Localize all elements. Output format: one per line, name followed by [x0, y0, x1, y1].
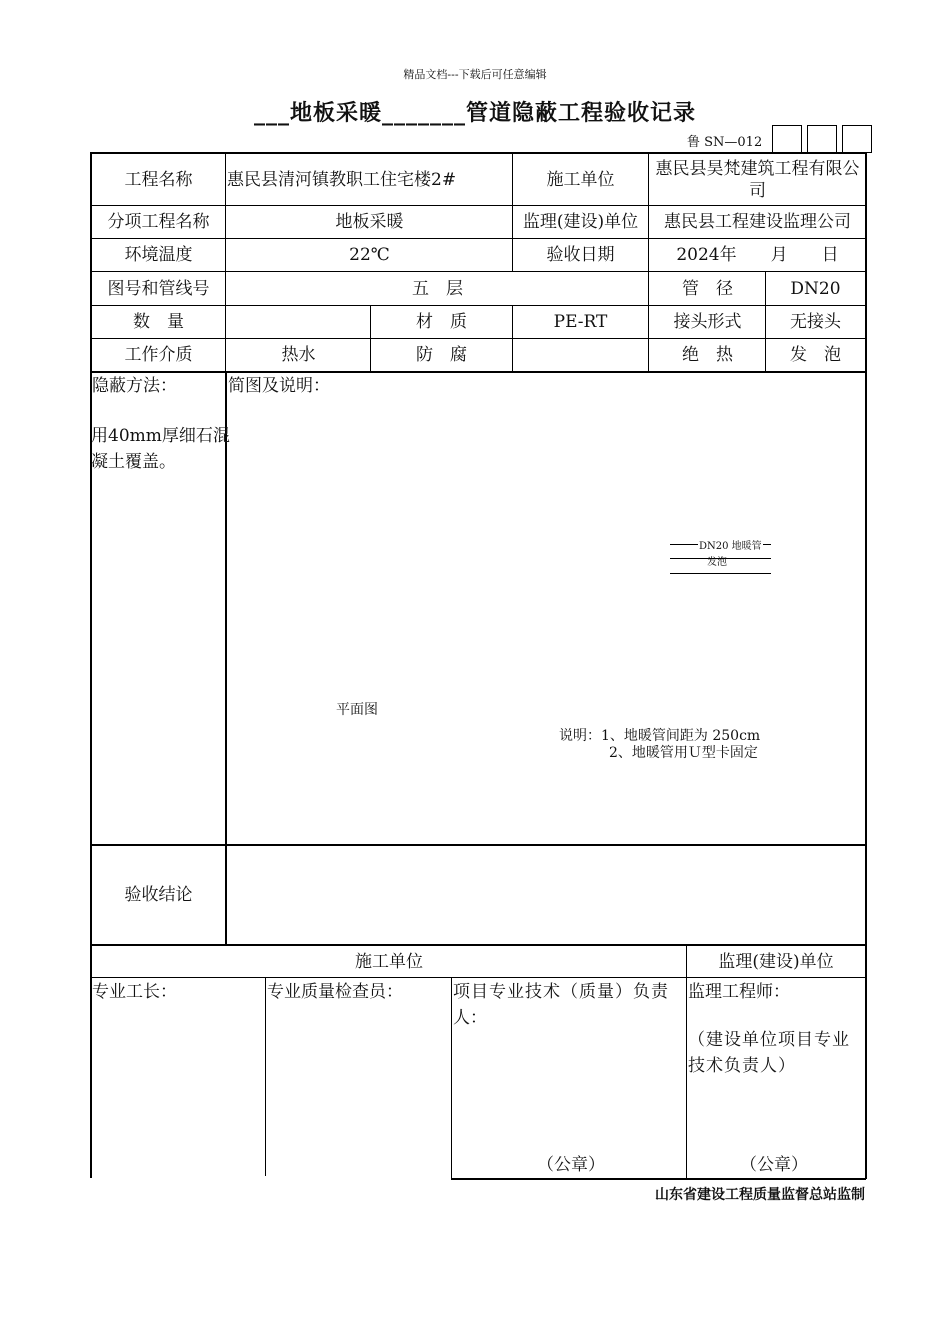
method-text-line1: 用40mm厚细石混 [91, 426, 230, 446]
code-box-1[interactable] [772, 125, 802, 153]
quantity-label: 数 量 [133, 312, 184, 332]
anticorrosion-value[interactable] [513, 339, 648, 371]
construction-unit-value[interactable]: 惠民县昊梵建筑工程有限公司 [655, 158, 860, 201]
accept-date-value[interactable]: 2024年 月 日 [676, 245, 839, 265]
pipe-legend-label: DN20 地暖管 [698, 537, 763, 552]
supervision-unit-label: 监理(建设)单位 [522, 212, 639, 232]
medium-label: 工作介质 [124, 345, 193, 365]
document-title: ___地板采暖_______管道隐蔽工程验收记录 [253, 101, 696, 126]
sketch-label: 简图及说明： [228, 376, 330, 396]
form-code: 鲁 SN—012 [687, 135, 763, 150]
sig-supervision-unit: 监理(建设)单位 [718, 951, 834, 972]
footer-issuer: 山东省建设工程质量监督总站监制 [655, 1187, 865, 1203]
seal-supervision: （公章） [740, 1155, 808, 1175]
env-temp-value[interactable]: 22℃ [349, 245, 390, 265]
note-line1: 说明：1、地暖管间距为 250cm [559, 728, 761, 744]
foreman-label: 专业工长： [92, 982, 177, 1002]
tech-lead-label-line1: 项目专业技术（质量）负责 [453, 982, 669, 1002]
conclusion-label: 验收结论 [124, 885, 193, 905]
sub-project-value[interactable]: 地板采暖 [335, 212, 404, 232]
accept-date-label: 验收日期 [546, 245, 615, 265]
drawing-value[interactable]: 五 层 [412, 278, 463, 299]
tech-lead-label-line2: 人： [453, 1008, 487, 1028]
joint-value[interactable]: 无接头 [790, 312, 841, 332]
drawing-label: 图号和管线号 [107, 278, 210, 299]
top-note: 精品文档---下载后可任意编辑 [403, 68, 547, 81]
method-label: 隐蔽方法： [92, 376, 177, 396]
conclusion-field[interactable] [227, 846, 865, 944]
anticorrosion-label: 防 腐 [416, 345, 467, 365]
project-name-value[interactable]: 惠民县清河镇教职工住宅楼2# [227, 169, 457, 190]
material-value[interactable]: PE-RT [553, 312, 608, 332]
project-name-label: 工程名称 [124, 169, 193, 190]
pipe-dia-value[interactable]: DN20 [790, 278, 841, 299]
sub-project-label: 分项工程名称 [107, 212, 210, 232]
insulation-value[interactable]: 发 泡 [790, 345, 841, 365]
owner-label-line1: （建设单位项目专业 [688, 1030, 850, 1050]
foam-legend-label: 发泡 [707, 557, 727, 568]
quantity-value[interactable] [227, 306, 370, 338]
method-text-line2: 凝土覆盖。 [91, 452, 176, 472]
insulation-label: 绝 热 [682, 345, 733, 365]
material-label: 材 质 [416, 312, 467, 332]
seal-construction: （公章） [537, 1155, 605, 1175]
engineer-label: 监理工程师： [688, 982, 790, 1002]
code-box-2[interactable] [807, 125, 837, 153]
construction-unit-label: 施工单位 [546, 169, 615, 190]
medium-value[interactable]: 热水 [281, 345, 316, 365]
supervision-unit-value[interactable]: 惠民县工程建设监理公司 [664, 212, 851, 232]
env-temp-label: 环境温度 [124, 245, 193, 265]
inspector-label: 专业质量检查员： [267, 982, 403, 1002]
code-box-3[interactable] [842, 125, 872, 153]
plan-label: 平面图 [336, 702, 378, 718]
pipe-dia-label: 管 径 [682, 278, 733, 299]
sig-construction-unit: 施工单位 [355, 951, 423, 972]
owner-label-line2: 技术负责人） [688, 1056, 796, 1076]
note-line2: 2、地暖管用Ｕ型卡固定 [609, 745, 758, 761]
joint-label: 接头形式 [673, 312, 742, 332]
